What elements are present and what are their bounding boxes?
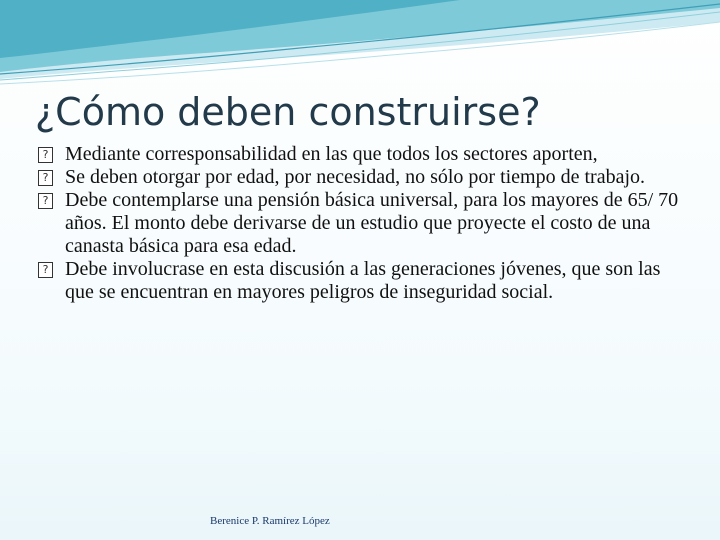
bullet-item [38,166,688,189]
missing-glyph-bullet-icon: ? [38,170,53,186]
bullet-item [38,143,688,166]
bullet-item [38,258,688,304]
slide-footer-author: Berenice P. Ramírez López [210,515,330,527]
header-wave-decoration [0,0,720,90]
bullet-text: Debe involucrase en esta discusión a las generaciones jóvenes, que son las que se encuentran en mayores peligros de inseguridad social. [65,258,661,303]
bullet-item [38,189,688,258]
missing-glyph-bullet-icon: ? [38,147,53,163]
slide-title: ¿Cómo deben construirse? [35,90,541,134]
missing-glyph-bullet-icon: ? [38,193,53,209]
bullet-list [38,143,688,304]
bullet-text: Mediante corresponsabilidad en las que todos los sectores aporten, [65,143,598,165]
missing-glyph-bullet-icon: ? [38,262,53,278]
bullet-text: Se deben otorgar por edad, por necesidad, no sólo por tiempo de trabajo. [65,166,646,188]
bullet-text: Debe contemplarse una pensión básica universal, para los mayores de 65/ 70 años. El monto debe derivarse de un estudio que proyecte el costo de una canasta básica para esa edad. [65,189,679,257]
